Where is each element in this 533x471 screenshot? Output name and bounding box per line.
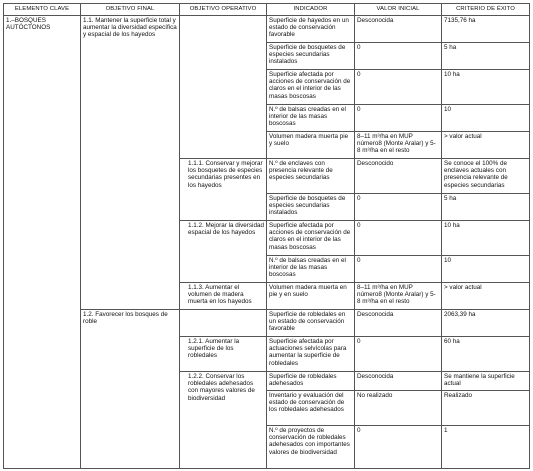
- valor-inicial-cell: No realizado: [355, 391, 442, 426]
- indicador-cell: N.º de balsas creadas en el interior de las masas boscosas: [267, 256, 355, 283]
- criterio-cell: 60 ha: [442, 337, 530, 372]
- indicador-cell: N.º de proyectos de conservación de robledales adehesados con importantes valores de biodiversidad: [267, 426, 355, 469]
- objectives-table-page: [3, 3, 529, 469]
- valor-inicial-cell: 8–11 m³/ha en MUP número8 (Monte Aralar) y 5-8 m³/ha en el resto: [355, 132, 442, 159]
- valor-inicial-cell: Desconocida: [355, 16, 442, 43]
- objetivo-operativo-1-2-2: 1.2.2. Conservar los robledales adehesados con mayores valores de biodiversidad: [180, 372, 267, 469]
- objectives-table: [3, 3, 530, 469]
- indicador-cell: Superficie afectada por acciones de conservación de claros en el interior de las masas boscosas: [267, 70, 355, 105]
- objetivo-operativo-1-1-2: 1.1.2. Mejorar la diversidad espacial de los hayedos: [180, 221, 267, 283]
- table-row: [4, 310, 530, 337]
- indicador-cell: Superficie afectada por acciones de conservación de claros en el interior de las masas boscosas: [267, 221, 355, 256]
- valor-inicial-cell: 0: [355, 337, 442, 372]
- criterio-cell: 7135,76 ha: [442, 16, 530, 43]
- indicador-cell: Volumen madera muerta pie y suelo: [267, 132, 355, 159]
- indicador-cell: Volumen madera muerta en pie y en suelo: [267, 283, 355, 310]
- table-row: [4, 16, 530, 43]
- indicador-cell: Superficie afectada por actuaciones selvícolas para aumentar la superficie de robledales: [267, 337, 355, 372]
- criterio-cell: 10: [442, 256, 530, 283]
- header-valor-inicial: VALOR INICIAL: [355, 4, 442, 16]
- objetivo-final-1-1: 1.1. Mantener la superficie total y aumentar la diversidad específica y espacial de los hayedos: [81, 16, 180, 310]
- criterio-cell: 10 ha: [442, 221, 530, 256]
- elemento-clave-cell: 1.–BOSQUES AUTÓCTONOS: [4, 16, 81, 469]
- criterio-cell: Se mantiene la superficie actual: [442, 372, 530, 391]
- header-elemento-clave: ELEMENTO CLAVE: [4, 4, 81, 16]
- criterio-cell: > valor actual: [442, 132, 530, 159]
- indicador-cell: Inventario y evaluación del estado de conservación de los robledales adehesados: [267, 391, 355, 426]
- indicador-cell: Superficie de bosquetes de especies secundarias instalados: [267, 194, 355, 221]
- criterio-cell: 1: [442, 426, 530, 469]
- header-objetivo-operativo: OBJETIVO OPERATIVO: [180, 4, 267, 16]
- objetivo-final-1-2: 1.2. Favorecer los bosques de roble: [81, 310, 180, 469]
- criterio-cell: 10: [442, 105, 530, 132]
- indicador-cell: N.º de enclaves con presencia relevante de especies secundarias: [267, 159, 355, 194]
- objetivo-operativo-1-1-3: 1.1.3. Aumentar el volumen de madera muerta en los hayedos: [180, 283, 267, 310]
- valor-inicial-cell: Desconocido: [355, 159, 442, 194]
- valor-inicial-cell: 0: [355, 194, 442, 221]
- indicador-cell: Superficie de bosquetes de especies secundarias instalados: [267, 43, 355, 70]
- header-criterio-exito: CRITERIO DE ÉXITO: [442, 4, 530, 16]
- indicador-cell: Superficie de hayedos en un estado de conservación favorable: [267, 16, 355, 43]
- criterio-cell: 2063,39 ha: [442, 310, 530, 337]
- indicador-cell: Superficie de robledales adehesados: [267, 372, 355, 391]
- valor-inicial-cell: 0: [355, 256, 442, 283]
- valor-inicial-cell: 0: [355, 105, 442, 132]
- valor-inicial-cell: 0: [355, 221, 442, 256]
- valor-inicial-cell: Desconocida: [355, 372, 442, 391]
- valor-inicial-cell: Desconocida: [355, 310, 442, 337]
- indicador-cell: Superficie de robledales en un estado de conservación favorable: [267, 310, 355, 337]
- criterio-cell: Realizado: [442, 391, 530, 426]
- objetivo-operativo-1-1-1: 1.1.1. Conservar y mejorar los bosquetes de especies secundarias presentes en los hayedos: [180, 159, 267, 221]
- criterio-cell: Se conoce el 100% de enclaves actuales con presencia relevante de especies secundarias: [442, 159, 530, 194]
- header-objetivo-final: OBJETIVO FINAL: [81, 4, 180, 16]
- criterio-cell: > valor actual: [442, 283, 530, 310]
- valor-inicial-cell: 8–11 m³/ha en MUP número8 (Monte Aralar) y 5-8 m³/ha en el resto: [355, 283, 442, 310]
- criterio-cell: 5 ha: [442, 194, 530, 221]
- header-row: [4, 4, 530, 16]
- objetivo-operativo-1-2-1: 1.2.1. Aumentar la superficie de los robledales: [180, 337, 267, 372]
- valor-inicial-cell: 0: [355, 43, 442, 70]
- objetivo-operativo-empty: [180, 310, 267, 337]
- criterio-cell: 10 ha: [442, 70, 530, 105]
- header-indicador: INDICADOR: [267, 4, 355, 16]
- criterio-cell: 5 ha: [442, 43, 530, 70]
- valor-inicial-cell: 0: [355, 426, 442, 469]
- indicador-cell: N.º de balsas creadas en el interior de las masas boscosas: [267, 105, 355, 132]
- valor-inicial-cell: 0: [355, 70, 442, 105]
- objetivo-operativo-empty: [180, 16, 267, 159]
